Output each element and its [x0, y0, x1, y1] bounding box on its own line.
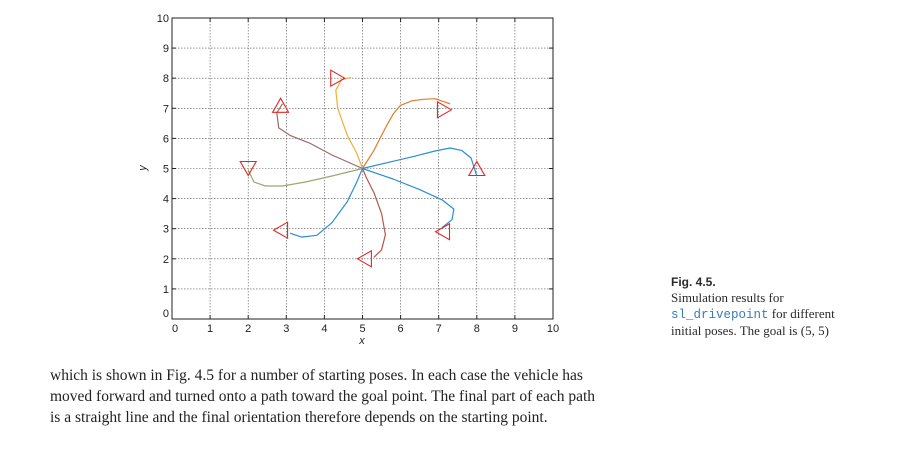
x-tick-label: 10 — [546, 323, 560, 335]
y-tick-label: 8 — [162, 73, 169, 86]
x-tick-label: 9 — [511, 323, 518, 335]
x-tick-label: 7 — [435, 323, 442, 335]
x-axis-label: x — [359, 335, 365, 347]
body-paragraph — [50, 365, 670, 428]
y-tick-label: 9 — [162, 43, 169, 56]
x-tick-label: 5 — [359, 323, 366, 335]
caption-line-1: Simulation results for — [671, 290, 784, 305]
y-tick-label: 0 — [162, 308, 169, 320]
x-tick-label: 1 — [207, 323, 214, 335]
caption-line-3: initial poses. The goal is (5, 5) — [671, 323, 829, 338]
body-line-1: which is shown in Fig. 4.5 for a number of starting poses. In each case the vehicle has — [50, 367, 583, 384]
y-tick-label: 4 — [162, 193, 169, 206]
y-tick-label: 6 — [162, 133, 169, 146]
x-tick-label: 0 — [171, 323, 179, 335]
y-tick-label: 2 — [162, 253, 169, 266]
x-tick-label: 6 — [397, 323, 404, 335]
caption-line-2 — [671, 306, 891, 323]
y-tick-label: 1 — [162, 283, 169, 296]
caption-line-2-rest: for different — [768, 306, 835, 321]
y-tick-label: 5 — [162, 163, 169, 176]
body-line-2: moved forward and turned onto a path toward the goal point. The final part of each path — [50, 388, 596, 405]
figure-label: Fig. 4.5. — [671, 275, 716, 289]
figure-caption — [671, 274, 891, 339]
x-tick-label: 3 — [283, 323, 290, 335]
y-tick-label: 7 — [162, 103, 169, 116]
body-line-3: is a straight line and the final orientation therefore depends on the starting point. — [50, 409, 548, 426]
y-tick-label: 10 — [156, 13, 169, 25]
x-tick-label: 2 — [245, 323, 252, 335]
y-axis-label: y — [137, 165, 149, 171]
x-tick-label: 8 — [473, 323, 480, 335]
y-tick-label: 3 — [162, 223, 169, 236]
x-tick-label: 4 — [321, 323, 328, 335]
caption-code: sl_drivepoint — [671, 308, 769, 322]
